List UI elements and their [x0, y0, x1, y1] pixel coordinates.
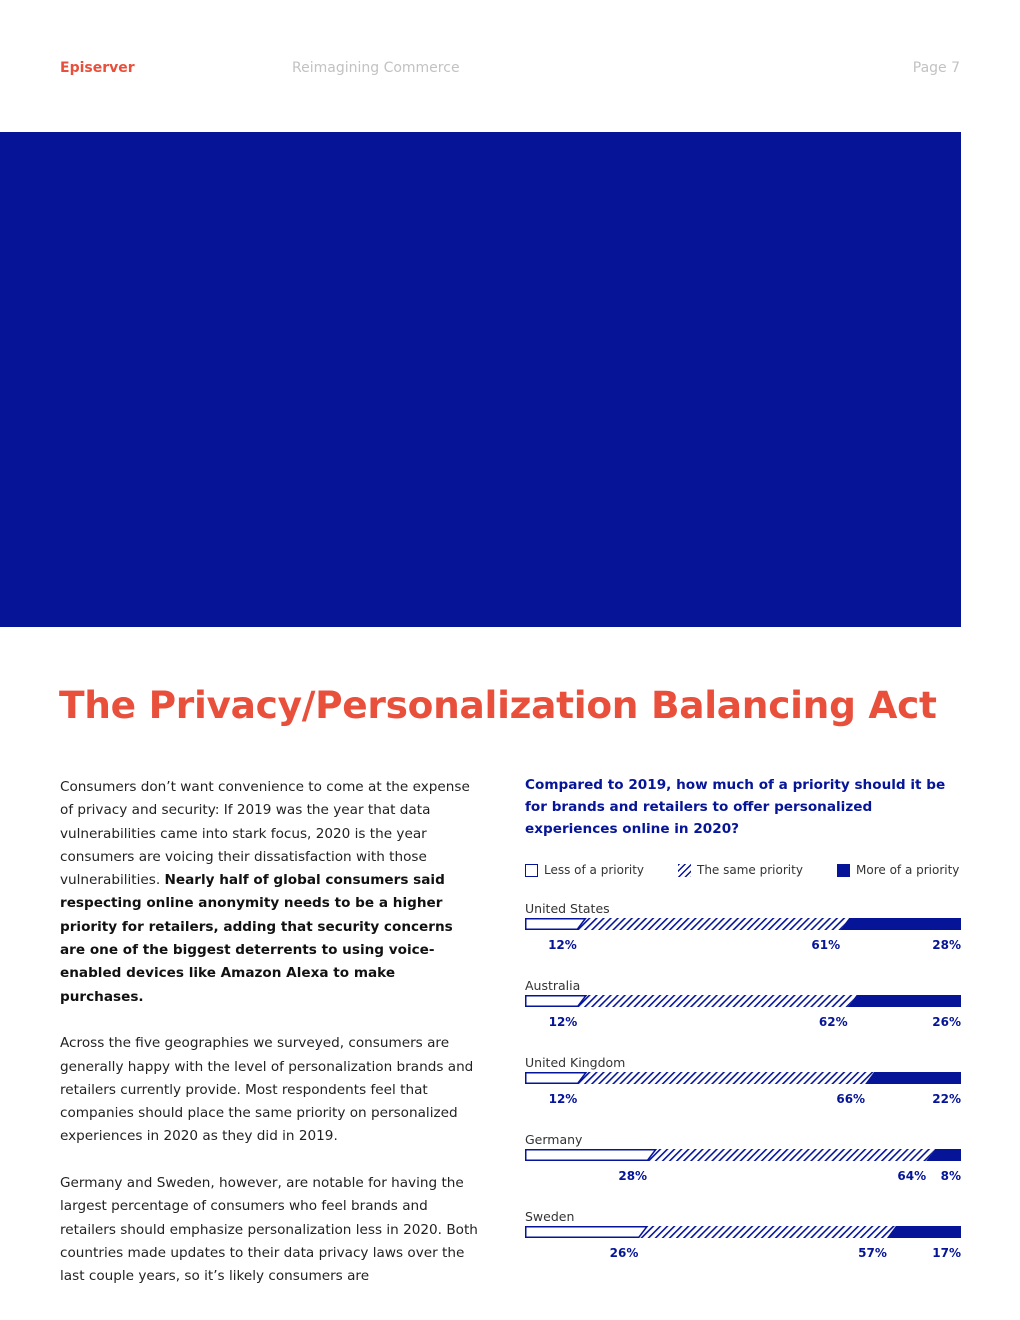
legend-label-more: More of a priority	[856, 863, 960, 877]
bar-segment-same	[577, 995, 856, 1007]
bar-segment-same	[577, 1072, 874, 1084]
legend-swatch-hatched-icon	[678, 864, 691, 877]
bar-segment-same	[577, 918, 849, 930]
chart-title: Compared to 2019, how much of a priority should it be for brands and retailers to offer personalized experiences online in 2020?	[525, 777, 946, 837]
bar-segment-same	[647, 1149, 935, 1161]
data-label: 66%	[836, 1092, 866, 1106]
data-label: 17%	[932, 1246, 961, 1260]
country-label: United States	[525, 901, 610, 916]
stacked-bar	[525, 1149, 961, 1161]
legend-item-less	[525, 862, 644, 878]
data-label: 12%	[548, 1015, 578, 1029]
chart-row	[525, 1209, 961, 1269]
country-label: Sweden	[525, 1209, 575, 1224]
data-label: 57%	[858, 1246, 887, 1260]
bar-segment-same	[638, 1226, 896, 1238]
data-label: 8%	[940, 1169, 961, 1183]
bar-segment-more	[840, 918, 961, 930]
stacked-bar	[525, 1226, 961, 1238]
chart-row	[525, 901, 961, 961]
bar-segment-more	[865, 1072, 961, 1084]
data-label: 12%	[548, 1092, 578, 1106]
article-body	[60, 776, 480, 1312]
data-label: 61%	[811, 938, 841, 952]
bar-segment-less	[526, 919, 586, 930]
paragraph-2: Across the five geographies we surveyed, consumers are generally happy with the level of personalization brands and retailers currently provide. Most respondents feel that companies should place the same priority on personalized experiences in 2020 as they did in 2019.	[60, 1035, 474, 1145]
chart-legend	[525, 862, 961, 878]
stacked-bar	[525, 1072, 961, 1084]
data-label: 28%	[932, 938, 961, 952]
chart-row	[525, 978, 961, 1038]
legend-swatch-solid-icon	[837, 864, 850, 877]
data-label: 22%	[932, 1092, 961, 1106]
legend-item-more	[837, 862, 959, 878]
brand-name: Episerver	[60, 60, 135, 76]
country-label: United Kingdom	[525, 1055, 626, 1070]
country-label: Australia	[525, 978, 581, 993]
legend-label-less: Less of a priority	[544, 863, 645, 877]
stacked-bar	[525, 918, 961, 930]
section-title: The Privacy/Personalization Balancing Act	[59, 683, 937, 727]
chart-row	[525, 1132, 961, 1192]
priority-chart	[525, 774, 961, 1260]
data-label: 64%	[897, 1169, 927, 1183]
paragraph-3: Germany and Sweden, however, are notable for having the largest percentage of consumers who feel brands and retailers should emphasize personalization less in 2020. Both countries made updates to their data privacy laws over the last couple years, so it’s likely consumers are	[60, 1175, 478, 1285]
paragraph-1-highlight: Nearly half of global consumers said respecting online anonymity needs to be a higher priority for retailers, adding that security concerns are one of the biggest deterrents to using voice-enabled devices like Amazon Alexa to make purchases.	[60, 872, 453, 1005]
bar-segment-less	[526, 1073, 586, 1084]
data-label: 26%	[932, 1015, 961, 1029]
data-label: 26%	[609, 1246, 639, 1260]
legend-item-same	[678, 862, 803, 878]
paragraph-1-text: Consumers don’t want convenience to come at the expense of privacy and security: If 2019 was the year that data vulnerabilities came into stark focus, 2020 is the year consumers are voicing their dissatisfaction with those vulnerabilities.	[60, 779, 470, 889]
bar-segment-more	[848, 995, 961, 1007]
legend-swatch-outline-icon	[525, 864, 538, 877]
data-label: 12%	[548, 938, 577, 952]
bar-segment-more	[887, 1226, 961, 1238]
page-number: Page 7	[912, 60, 960, 76]
hero-image-block	[0, 132, 961, 627]
bar-segment-less	[526, 1227, 647, 1238]
data-label: 62%	[818, 1015, 848, 1029]
legend-label-same: The same priority	[697, 863, 803, 877]
bar-segment-less	[526, 1150, 656, 1161]
country-label: Germany	[525, 1132, 583, 1147]
bar-segment-less	[526, 996, 586, 1007]
chart-row	[525, 1055, 961, 1115]
data-label: 28%	[618, 1169, 648, 1183]
stacked-bar	[525, 995, 961, 1007]
paragraph-1	[60, 776, 480, 1009]
document-title: Reimagining Commerce	[292, 60, 460, 76]
